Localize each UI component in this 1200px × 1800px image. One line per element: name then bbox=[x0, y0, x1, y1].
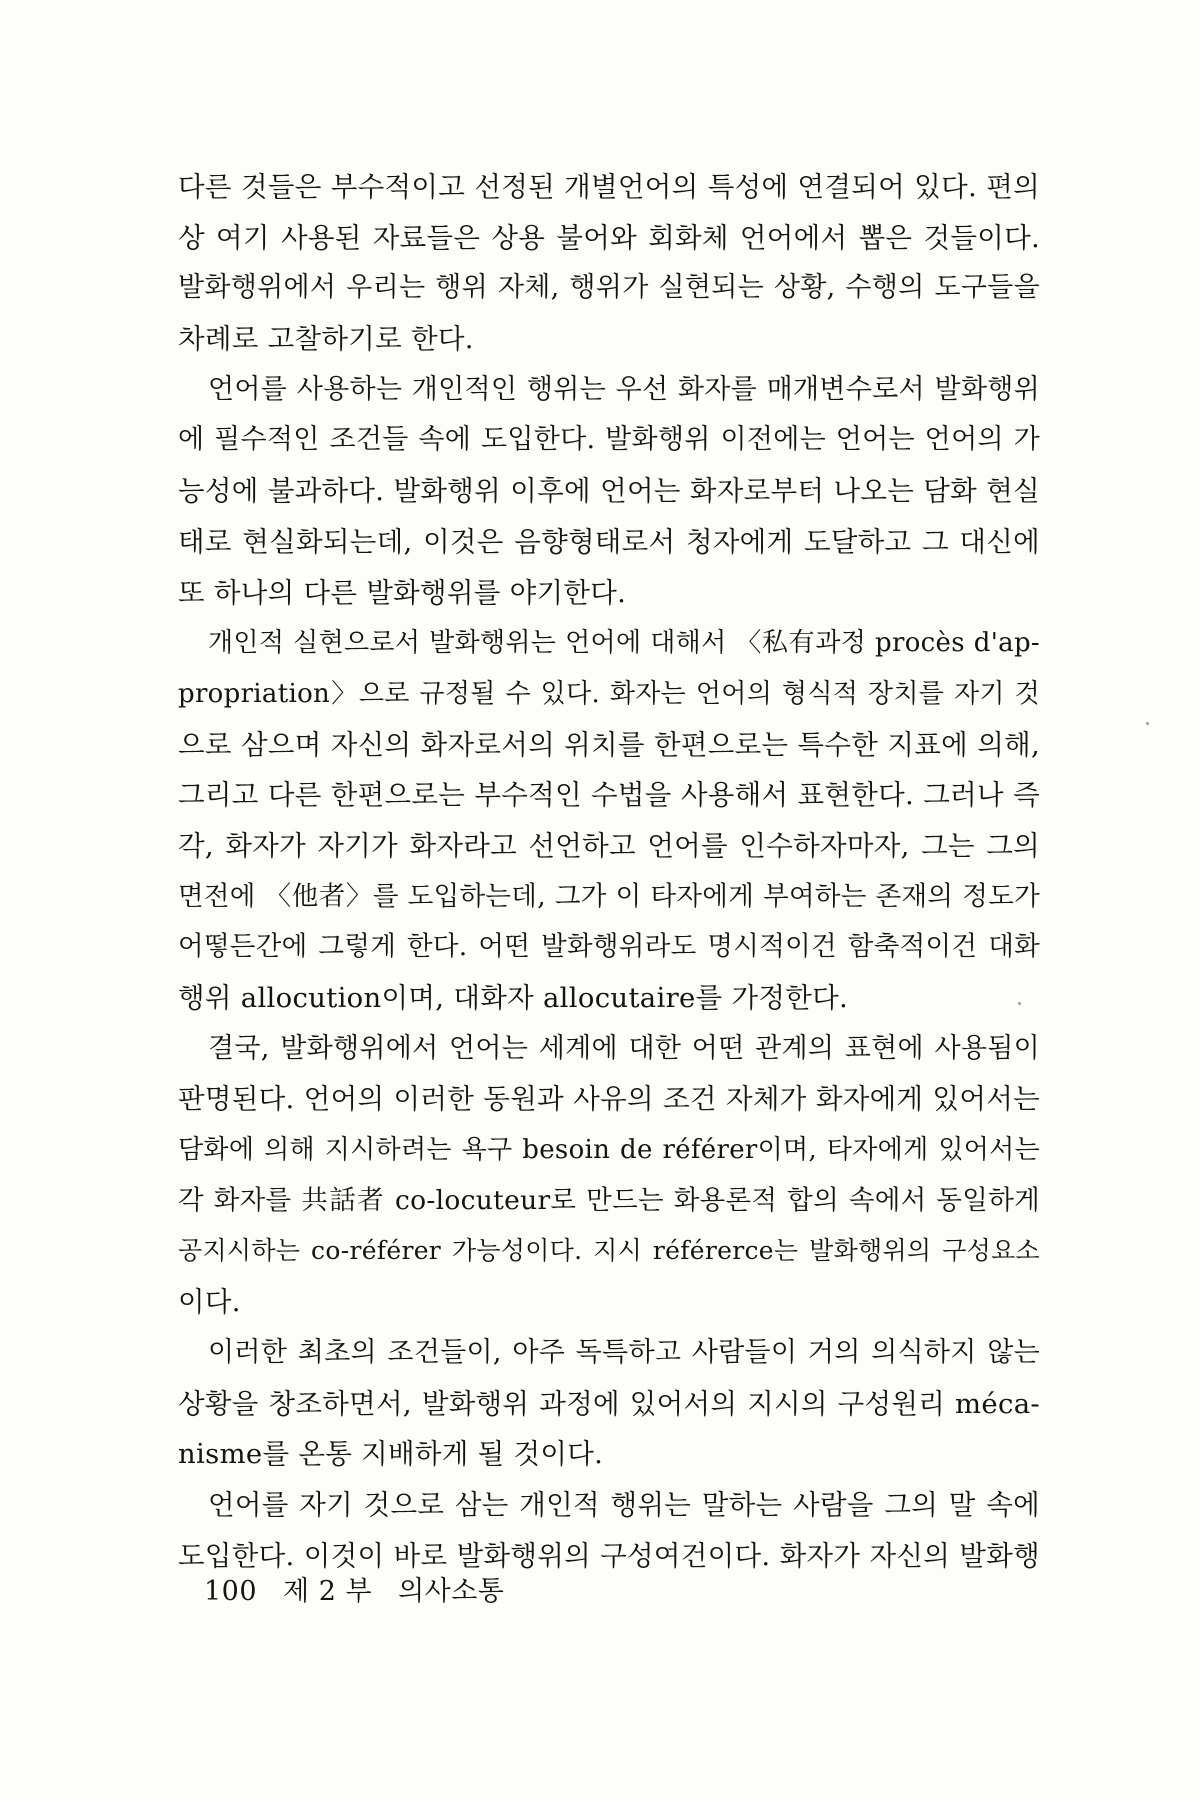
scan-speck bbox=[1018, 1002, 1021, 1005]
text-line: 결국, 발화행위에서 언어는 세계에 대한 어떤 관계의 표현에 사용됨이 bbox=[208, 1032, 1040, 1064]
text-line: 차례로 고찰하기로 한다. bbox=[178, 323, 474, 356]
text-line: 개인적 실현으로서 발화행위는 언어에 대해서 〈私有과정 procès d'ap- bbox=[208, 628, 1040, 659]
text-line: 각 화자를 共話者 co-locuteur로 만드는 화용론적 합의 속에서 동일하게 bbox=[178, 1184, 1040, 1216]
text-line: 또 하나의 다른 발화행위를 야기한다. bbox=[178, 576, 627, 609]
text-line: 어떻든간에 그렇게 한다. 어떤 발화행위라도 명시적이건 함축적이건 대화 bbox=[178, 931, 1040, 963]
text-line: 공지시하는 co-référer 가능성이다. 지시 référerce는 발화행위의 구성요소 bbox=[178, 1236, 1040, 1266]
text-line: 태로 현실화되는데, 이것은 음향형태로서 청자에게 도달하고 그 대신에 bbox=[178, 525, 1040, 558]
text-line: 으로 삼으며 자신의 화자로서의 위치를 한편으로는 특수한 지표에 의해, bbox=[178, 728, 1040, 761]
text-line: 상 여기 사용된 자료들은 상용 불어와 회화체 언어에서 뽑은 것들이다. bbox=[178, 221, 1040, 254]
scan-speck bbox=[1146, 722, 1149, 725]
text-line: 에 필수적인 조건들 속에 도입한다. 발화행위 이전에는 언어는 언어의 가 bbox=[178, 424, 1040, 456]
text-line: 도입한다. 이것이 바로 발화행위의 구성여건이다. 화자가 자신의 발화행 bbox=[178, 1539, 1040, 1572]
text-line: 이러한 최초의 조건들이, 아주 독특하고 사람들이 거의 의식하지 않는 bbox=[208, 1336, 1040, 1368]
text-line: 상황을 창조하면서, 발화행위 과정에 있어서의 지시의 구성원리 méca- bbox=[178, 1387, 1040, 1420]
text-line: 각, 화자가 자기가 화자라고 선언하고 언어를 인수하자마자, 그는 그의 bbox=[178, 829, 1040, 862]
page-footer bbox=[204, 1572, 504, 1612]
part-label: 제 2 부 bbox=[283, 1576, 373, 1607]
text-line: 이다. bbox=[178, 1286, 241, 1319]
text-line: 행위 allocution이며, 대화자 allocutaire를 가정한다. bbox=[178, 982, 849, 1014]
text-line: 그리고 다른 한편으로는 부수적인 수법을 사용해서 표현한다. 그러나 즉 bbox=[178, 779, 1040, 812]
text-line: 언어를 사용하는 개인적인 행위는 우선 화자를 매개변수로서 발화행위 bbox=[208, 373, 1040, 405]
text-line: 판명된다. 언어의 이러한 동원과 사유의 조건 자체가 화자에게 있어서는 bbox=[178, 1083, 1040, 1116]
text-line: nisme를 온통 지배하게 될 것이다. bbox=[178, 1438, 604, 1471]
text-line: 담화에 의해 지시하려는 욕구 besoin de référer이며, 타자에게 있어서는 bbox=[178, 1135, 1040, 1166]
text-line: 능성에 불과하다. 발화행위 이후에 언어는 화자로부터 나오는 담화 현실 bbox=[178, 475, 1040, 508]
text-line: 언어를 자기 것으로 삼는 개인적 행위는 말하는 사람을 그의 말 속에 bbox=[208, 1488, 1040, 1521]
body-text bbox=[178, 162, 1040, 1581]
text-line: 다른 것들은 부수적이고 선정된 개별언어의 특성에 연결되어 있다. 편의 bbox=[178, 171, 1040, 203]
text-line: 발화행위에서 우리는 행위 자체, 행위가 실현되는 상황, 수행의 도구들을 bbox=[178, 272, 1040, 304]
text-line: 면전에 〈他者〉를 도입하는데, 그가 이 타자에게 부여하는 존재의 정도가 bbox=[178, 880, 1040, 912]
section-label: 의사소통 bbox=[398, 1576, 505, 1607]
text-line: propriation〉으로 규정될 수 있다. 화자는 언어의 형식적 장치를 자기 것 bbox=[178, 678, 1040, 709]
page-number: 100 bbox=[204, 1576, 258, 1607]
